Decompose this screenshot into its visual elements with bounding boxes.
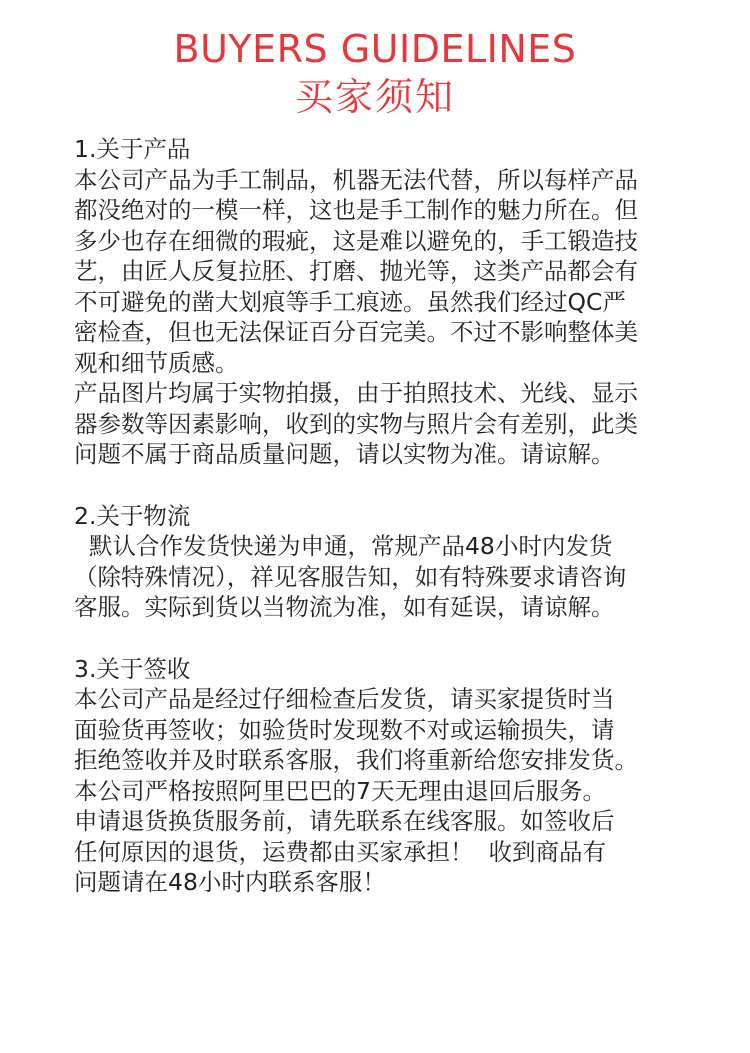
section-logistics	[74, 501, 724, 623]
paragraph-line: 不可避免的凿大划痕等手工痕迹。虽然我们经过QC严	[74, 287, 626, 316]
section-heading: 1.关于产品	[74, 135, 191, 163]
paragraph-line: 本公司严格按照阿里巴巴的7天无理由退回后服务。	[74, 776, 606, 805]
guidelines-content	[74, 134, 724, 929]
paragraph-line: 任何原因的退货，运费都由买家承担！ 收到商品有	[74, 837, 606, 866]
title-english: BUYERS GUIDELINES	[173, 27, 577, 71]
paragraph-line: 默认合作发货快递为申通，常规产品48小时内发货	[74, 532, 613, 560]
paragraph-line: 问题请在48小时内联系客服！	[74, 868, 386, 896]
paragraph-line: 本公司产品为手工制品，机器无法代替，所以每样产品	[74, 165, 638, 194]
section-heading: 2.关于物流	[74, 501, 191, 530]
paragraph-line: 多少也存在细微的瑕疵，这是难以避免的，手工锻造技	[74, 226, 638, 255]
paragraph-line: 都没绝对的一模一样，这也是手工制作的魅力所在。但	[74, 196, 638, 224]
section-heading: 3.关于签收	[74, 654, 191, 683]
paragraph-line: 拒绝签收并及时联系客服，我们将重新给您安排发货。	[74, 746, 638, 774]
paragraph-line: 密检查，但也无法保证百分百完美。不过不影响整体美	[74, 318, 638, 346]
paragraph-line: 申请退货换货服务前，请先联系在线客服。如签收后	[74, 807, 615, 835]
section-signing	[74, 654, 724, 898]
paragraph-line: 艺，由匠人反复拉胚、打磨、抛光等，这类产品都会有	[74, 257, 638, 285]
paragraph-line: 本公司产品是经过仔细检查后发货，请买家提货时当	[74, 685, 615, 713]
paragraph-line: 观和细节质感。	[74, 348, 239, 377]
section-product	[74, 134, 724, 470]
paragraph-line: 问题不属于商品质量问题，请以实物为准。请谅解。	[74, 440, 615, 468]
paragraph-line: （除特殊情况），祥见客服告知，如有特殊要求请咨询	[74, 562, 627, 591]
title-chinese: 买家须知	[294, 75, 455, 119]
paragraph-line: 器参数等因素影响，收到的实物与照片会有差别，此类	[74, 409, 638, 438]
paragraph-line: 客服。实际到货以当物流为准，如有延误，请谅解。	[74, 593, 615, 621]
paragraph-line: 面验货再签收；如验货时发现数不对或运输损失，请	[74, 715, 615, 744]
paragraph-line: 产品图片均属于实物拍摄，由于拍照技术、光线、显示	[74, 379, 638, 407]
